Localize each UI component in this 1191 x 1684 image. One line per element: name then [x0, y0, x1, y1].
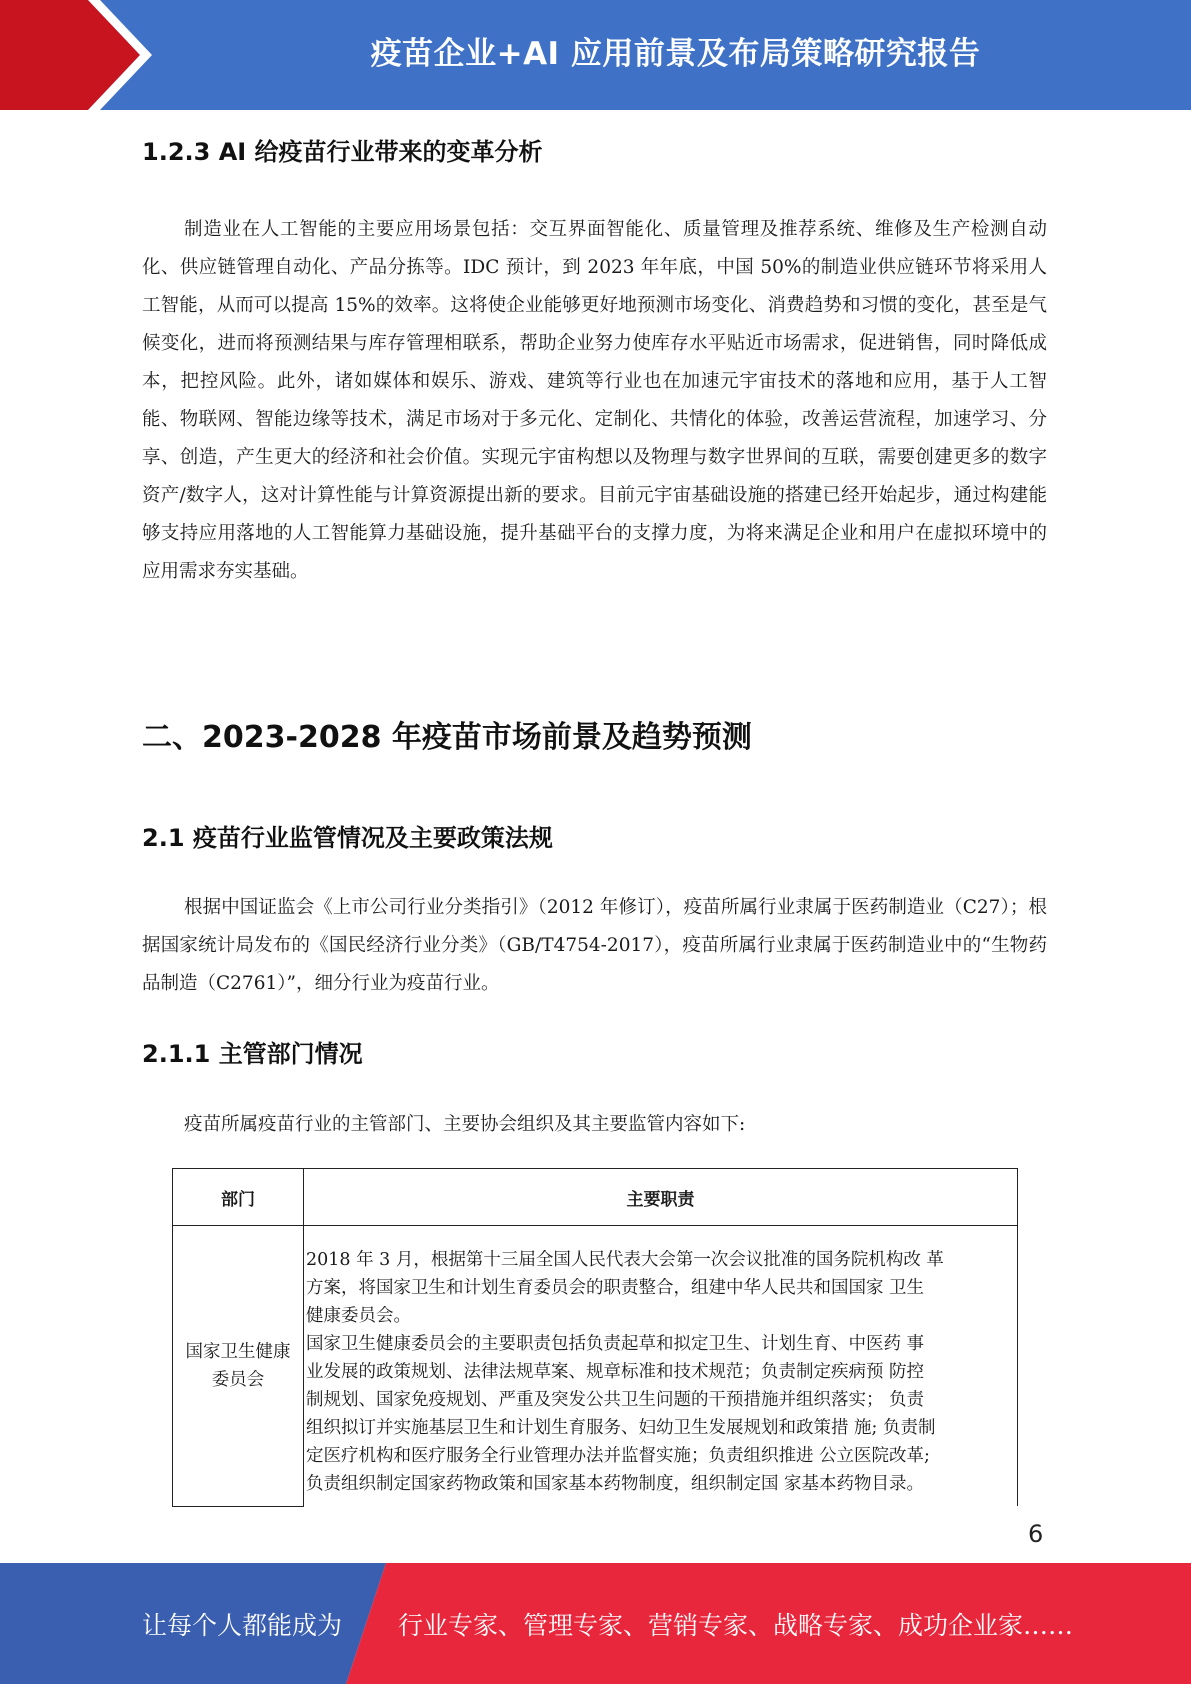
section-2-1-paragraph: 根据中国证监会《上市公司行业分类指引》（2012 年修订），疫苗所属行业隶属于医药制造业（C27）；根据国家统计局发布的《国民经济行业分类》（GB/T4754-2017），疫苗所属行业隶属于医药制造业中的“生物药品制造（C2761）”，细分行业为疫苗行业。: [142, 897, 1047, 994]
regulator-table: [172, 1168, 1018, 1507]
section-2-1-1-heading: 2.1.1 主管部门情况: [142, 1040, 363, 1068]
section-1-2-3-paragraph: 制造业在人工智能的主要应用场景包括：交互界面智能化、质量管理及推荐系统、维修及生产检测自动化、供应链管理自动化、产品分拣等。IDC 预计，到 2023 年年底，中国 50%的制造业供应链环节将采用人工智能，从而可以提高 15%的效率。这将使企业能够更好地预测市场变化、消费趋势和习惯的变化，甚至是气候变化，进而将预测结果与库存管理相联系，帮助企业努力使库存水平贴近市场需求，促进销售，同时降低成本，把控风险。此外，诸如媒体和娱乐、游戏、建筑等行业也在加速元宇宙技术的落地和应用，基于人工智能、物联网、智能边缘等技术，满足市场对于多元化、定制化、共情化的体验，改善运营流程，加速学习、分享、创造，产生更大的经济和社会价值。实现元宇宙构想以及物理与数字世界间的互联，需要创建更多的数字资产/数字人，这对计算性能与计算资源提出新的要求。目前元宇宙基础设施的搭建已经开始起步，通过构建能够支持应用落地的人工智能算力基础设施，提升基础平台的支撑力度，为将来满足企业和用户在虚拟环境中的应用需求夯实基础。: [142, 219, 1047, 582]
duty-line: 业发展的政策规划、法律法规草案、规章标准和技术规范；负责制定疾病预 防控: [306, 1362, 925, 1382]
header-arrow-decoration: [0, 0, 160, 110]
duty-line: 制规划、国家免疫规划、严重及突发公共卫生问题的干预措施并组织落实； 负责: [306, 1390, 925, 1410]
section-2-1-1-paragraph: 疫苗所属疫苗行业的主管部门、主要协会组织及其主要监管内容如下:: [184, 1114, 746, 1135]
table-row: [173, 1226, 1018, 1507]
duty-line: 定医疗机构和医疗服务全行业管理办法并监督实施；负责组织推进 公立医院改革;: [306, 1446, 930, 1466]
table-header-dept: 部门: [173, 1169, 304, 1226]
table-cell-dept: 国家卫生健康委员会: [173, 1226, 304, 1507]
section-2-1-heading: 2.1 疫苗行业监管情况及主要政策法规: [142, 824, 553, 852]
table-cell-duty: [304, 1226, 1018, 1507]
table-header-duty: 主要职责: [304, 1169, 1018, 1226]
header-banner: [0, 0, 1191, 110]
footer-banner: [0, 1563, 1191, 1684]
chapter-2-heading: 二、2023-2028 年疫苗市场前景及趋势预测: [142, 720, 752, 755]
footer-slogan-right: 行业专家、管理专家、营销专家、战略专家、成功企业家……: [398, 1610, 1074, 1640]
duty-line: 国家卫生健康委员会的主要职责包括负责起草和拟定卫生、计划生育、中医药 事: [306, 1334, 925, 1354]
section-1-2-3-heading: 1.2.3 AI 给疫苗行业带来的变革分析: [142, 138, 543, 166]
page-number: 6: [1028, 1520, 1044, 1548]
table-header-row: [173, 1169, 1018, 1226]
duty-line: 方案，将国家卫生和计划生育委员会的职责整合，组建中华人民共和国国家 卫生: [306, 1278, 925, 1298]
footer-slogan-left: 让每个人都能成为: [142, 1610, 343, 1640]
duty-line: 负责组织制定国家药物政策和国家基本药物制度，组织制定国 家基本药物目录。: [306, 1474, 925, 1494]
report-title: 疫苗企业+AI 应用前景及布局策略研究报告: [370, 35, 981, 72]
duty-line: 健康委员会。: [306, 1306, 411, 1326]
duty-line: 2018 年 3 月，根据第十三届全国人民代表大会第一次会议批准的国务院机构改 革: [306, 1250, 944, 1270]
duty-line: 组织拟订并实施基层卫生和计划生育服务、妇幼卫生发展规划和政策措 施; 负责制: [306, 1418, 936, 1438]
